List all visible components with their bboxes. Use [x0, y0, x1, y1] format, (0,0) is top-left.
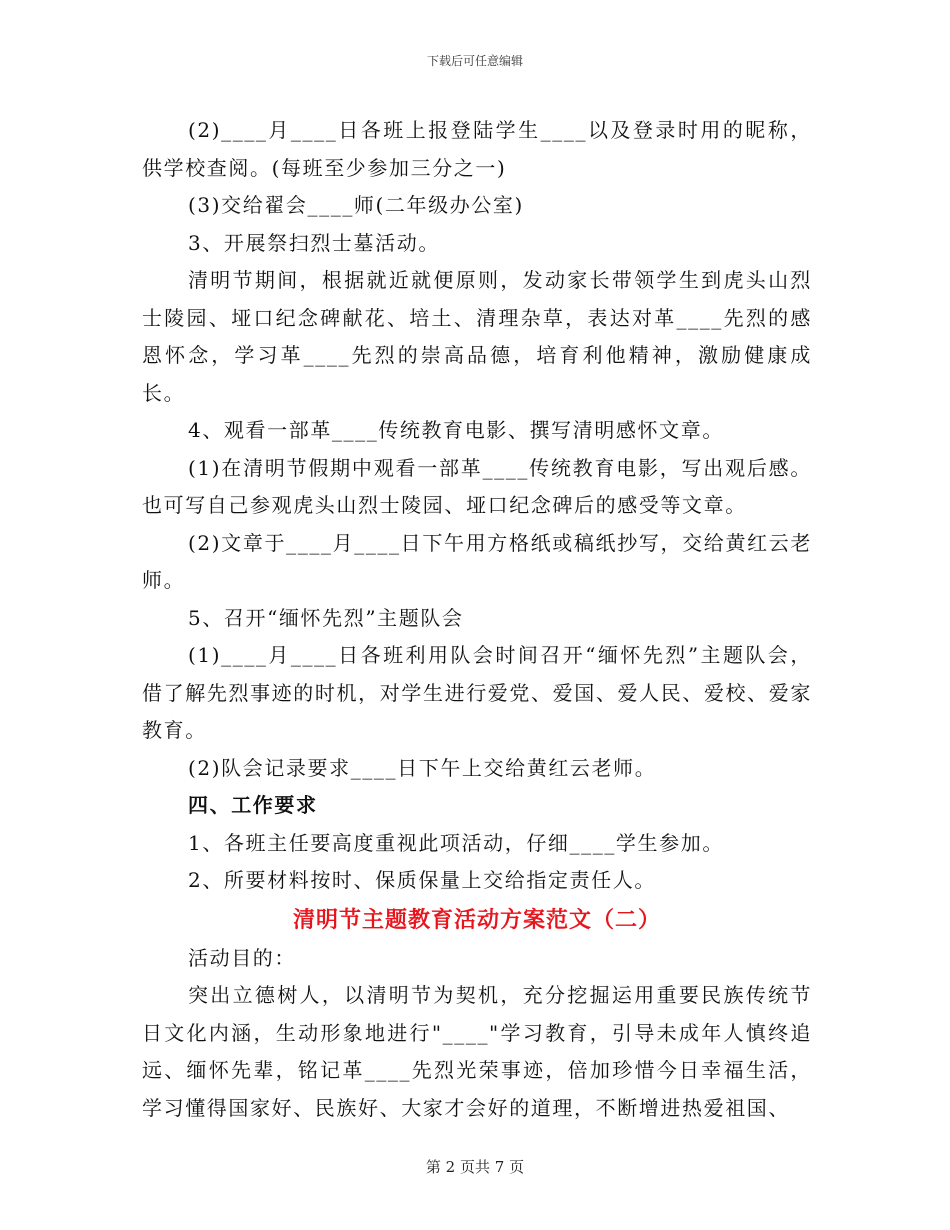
paragraph: 1、各班主任要高度重视此项活动，仔细____学生参加。 [188, 830, 724, 855]
section-title: 清明节主题教育活动方案范文（二） [292, 906, 661, 933]
page-header: 下载后可任意编辑 [426, 54, 523, 68]
paragraph: 清明节期间，根据就近就便原则，发动家长带领学生到虎头山烈士陵园、垭口纪念碑献花、培土、清理杂草，表达对革____先烈的感恩怀念，学习革____先烈的崇高品德，培育利他精神，激励健康成长。 [142, 268, 812, 405]
paragraph: (2)____月____日各班上报登陆学生____以及登录时用的昵称，供学校查阅。(每班至少参加三分之一) [142, 118, 812, 180]
document-body [142, 112, 812, 1127]
paragraph: (2)队会记录要求____日下午上交给黄红云老师。 [188, 755, 657, 780]
section-heading: 四、工作要求 [188, 793, 318, 817]
paragraph: 3、开展祭扫烈士墓活动。 [188, 230, 440, 255]
paragraph: (1)____月____日各班利用队会时间召开“缅怀先烈”主题队会，借了解先烈事迹的时机，对学生进行爱党、爱国、爱人民、爱校、爱家教育。 [142, 643, 812, 742]
paragraph: (3)交给翟会____师(二年级办公室) [188, 193, 524, 217]
paragraph: 活动目的： [188, 945, 296, 970]
paragraph: (2)文章于____月____日下午用方格纸或稿纸抄写，交给黄红云老师。 [142, 530, 812, 592]
paragraph: 5、召开“缅怀先烈”主题队会 [188, 605, 464, 630]
paragraph: 2、所要材料按时、保质保量上交给指定责任人。 [188, 868, 656, 892]
paragraph: 突出立德树人，以清明节为契机，充分挖掘运用重要民族传统节日文化内涵，生动形象地进行"____"学习教育，引导未成年人慎终追远、缅怀先辈，铭记革____先烈光荣事迹，倍加珍惜今日幸福生活，学习懂得国家好、民族好、大家才会好的道理，不断增进热爱祖国、 [142, 983, 812, 1120]
paragraph: 4、观看一部革____传统教育电影、撰写清明感怀文章。 [188, 418, 724, 442]
paragraph: (1)在清明节假期中观看一部革____传统教育电影，写出观后感。也可写自己参观虎头山烈士陵园、垭口纪念碑后的感受等文章。 [142, 455, 812, 517]
page-footer: 第 2 页共 7 页 [425, 1158, 525, 1176]
